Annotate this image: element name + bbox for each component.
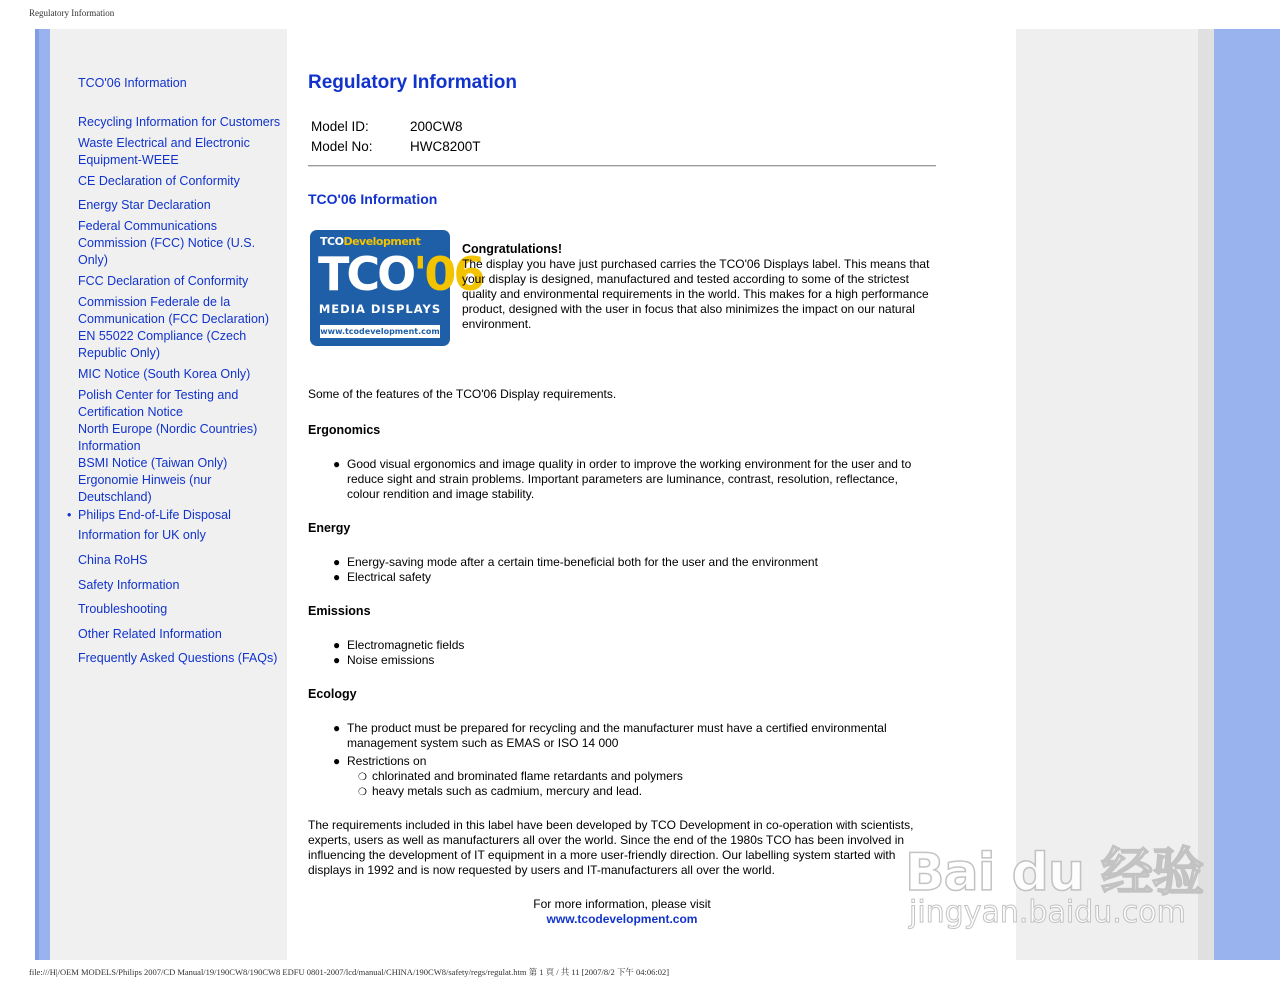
ergonomics-heading: Ergonomics — [308, 423, 381, 437]
visit-block — [308, 897, 936, 927]
nav-link-tco06[interactable]: TCO'06 Information — [78, 76, 187, 90]
nav-link-fcc-notice[interactable]: Federal Communications — [78, 219, 217, 233]
section-title: TCO'06 Information — [308, 191, 438, 207]
watermark-brand: Bai du 经验 — [905, 843, 1203, 903]
right-blue-bar — [1214, 29, 1280, 960]
features-intro: Some of the features of the TCO'06 Display requirements. — [308, 387, 617, 401]
nav-link-north-europe-2[interactable]: Information — [78, 439, 141, 453]
model-no-label: Model No: — [311, 139, 373, 154]
print-header: Regulatory Information — [29, 8, 115, 18]
list-item — [333, 457, 933, 502]
list-item — [333, 721, 933, 751]
circle-bullet-icon: ❍ — [358, 772, 367, 783]
list-item — [333, 638, 933, 653]
requirements-text: The requirements included in this label have been developed by TCO Development in co-operation with scientists, experts, users as well as manufacturers all over the world. Since the end of the 1980s TCO has been involved in influencing the development of IT equipment in a more user-friendly direction. Our labelling system started with displays in 1992 and is now requested by users and IT-manufacturers all over the world. — [308, 818, 914, 877]
nav-link-end-of-life[interactable]: Philips End-of-Life Disposal — [78, 508, 231, 522]
list-item — [333, 754, 933, 799]
nav-link-en55022-2[interactable]: Republic Only) — [78, 346, 160, 360]
bullet-dot-icon: ● — [333, 570, 341, 584]
model-no-value: HWC8200T — [410, 139, 481, 154]
nav-link-weee-2[interactable]: Equipment-WEEE — [78, 153, 179, 167]
divider — [308, 165, 936, 167]
nav-link-north-europe[interactable]: North Europe (Nordic Countries) — [78, 422, 258, 436]
nav-link-energy-star[interactable]: Energy Star Declaration — [78, 198, 211, 212]
bullet-dot-icon: ● — [333, 457, 341, 471]
list-item-text: Noise emissions — [347, 653, 435, 667]
logo-big-tco: TCO — [318, 247, 414, 301]
congrats-heading: Congratulations! — [462, 242, 562, 256]
nav-link-fcc-notice-2[interactable]: Commission (FCC) Notice (U.S. — [78, 236, 256, 250]
emissions-list — [333, 638, 933, 668]
bullet-dot-icon: ● — [333, 754, 341, 768]
nav-link-bsmi[interactable]: BSMI Notice (Taiwan Only) — [78, 456, 228, 470]
model-id-value: 200CW8 — [410, 119, 463, 134]
list-item-text: Good visual ergonomics and image quality in order to improve the working environment for the user and to reduce sight and strain problems. Important parameters are luminance, contrast, resolution, reflectance, colour rendition and image stability. — [347, 457, 912, 501]
nav-link-en55022[interactable]: EN 55022 Compliance (Czech — [78, 329, 247, 343]
sub-list-item-text: heavy metals such as cadmium, mercury and lead. — [372, 784, 643, 798]
energy-heading: Energy — [308, 521, 351, 535]
tco06-logo — [310, 230, 483, 346]
nav-link-ergonomie-2[interactable]: Deutschland) — [78, 490, 152, 504]
emissions-heading: Emissions — [308, 604, 371, 618]
bullet-dot-icon: ● — [333, 721, 341, 735]
nav-link-polish-center[interactable]: Polish Center for Testing and — [78, 388, 239, 402]
list-item-text: Restrictions on — [347, 754, 427, 768]
model-id-label: Model ID: — [311, 119, 369, 134]
logo-top-dev: Development — [343, 235, 421, 248]
model-table — [311, 117, 481, 157]
list-item-text: The product must be prepared for recycling and the manufacturer must have a certified environmental management system such as EMAS or ISO 14 000 — [347, 721, 887, 750]
tco-website-link[interactable]: www.tcodevelopment.com — [546, 912, 698, 926]
list-item — [333, 555, 933, 570]
nav-link-mic-notice[interactable]: MIC Notice (South Korea Only) — [78, 367, 251, 381]
left-blue-bar-edge — [35, 29, 39, 960]
baidu-watermark — [905, 795, 1205, 945]
sub-list-item-text: chlorinated and brominated flame retardants and polymers — [372, 769, 683, 783]
page-title: Regulatory Information — [308, 72, 518, 93]
logo-media: MEDIA DISPLAYS — [318, 302, 442, 316]
list-item-text: Electromagnetic fields — [347, 638, 465, 652]
nav-link-ergonomie[interactable]: Ergonomie Hinweis (nur — [78, 473, 212, 487]
nav-link-commission-federale[interactable]: Commission Federale de la — [78, 295, 231, 309]
nav-link-weee[interactable]: Waste Electrical and Electronic — [78, 136, 250, 150]
congrats-block — [462, 242, 934, 332]
ecology-list — [333, 721, 933, 799]
nav-link-other-info[interactable]: Other Related Information — [78, 627, 222, 641]
nav-link-safety[interactable]: Safety Information — [78, 578, 180, 592]
ergonomics-list — [333, 457, 933, 502]
ecology-heading: Ecology — [308, 687, 357, 701]
nav-link-ce-declaration[interactable]: CE Declaration of Conformity — [78, 174, 240, 188]
nav-link-fcc-notice-3[interactable]: Only) — [78, 253, 108, 267]
bullet-dot-icon: ● — [333, 555, 341, 569]
congrats-body: The display you have just purchased carries the TCO'06 Displays label. This means that your display is designed, manufactured and tested according to some of the strictest quality and environmental requirements in the world. This makes for a high performance product, designed with the user in focus that also minimizes the impact on our natural environment. — [462, 257, 930, 331]
circle-bullet-icon: ❍ — [358, 787, 367, 798]
bullet-dot-icon: ● — [333, 653, 341, 667]
nav-link-polish-center-2[interactable]: Certification Notice — [78, 405, 183, 419]
nav-link-fcc-declaration[interactable]: FCC Declaration of Conformity — [78, 274, 249, 288]
logo-url: www.tcodevelopment.com — [320, 327, 440, 336]
list-item-text: Electrical safety — [347, 570, 432, 584]
sub-list-item — [347, 784, 933, 799]
nav-link-troubleshooting[interactable]: Troubleshooting — [78, 602, 168, 616]
nav-current-bullet: • — [67, 508, 72, 522]
nav-link-china-rohs[interactable]: China RoHS — [78, 553, 148, 567]
list-item — [333, 653, 933, 668]
visit-text: For more information, please visit — [533, 897, 711, 911]
sub-list-item — [347, 769, 933, 784]
nav-link-uk-only[interactable]: Information for UK only — [78, 528, 206, 542]
nav-link-faqs[interactable]: Frequently Asked Questions (FAQs) — [78, 651, 278, 665]
energy-list — [333, 555, 933, 585]
logo-top-tco: TCO — [320, 235, 344, 248]
logo-big-num: '06 — [413, 247, 483, 301]
nav-link-commission-federale-2[interactable]: Communication (FCC Declaration) — [78, 312, 270, 326]
watermark-sub: jingyan.baidu.com — [909, 895, 1186, 930]
list-item-text: Energy-saving mode after a certain time-beneficial both for the user and the environment — [347, 555, 818, 569]
nav-link-recycling[interactable]: Recycling Information for Customers — [78, 115, 281, 129]
bullet-dot-icon: ● — [333, 638, 341, 652]
list-item — [333, 570, 933, 585]
print-footer: file:///H|/OEM MODELS/Philips 2007/CD Manual/19/190CW8/190CW8 EDFU 0801-2007/lcd/manual/CHINA/190CW8/safety/regs/regulat.htm 第 1 頁 / 共 11 [2007/8/2 下午 04:06:02] — [29, 967, 670, 977]
